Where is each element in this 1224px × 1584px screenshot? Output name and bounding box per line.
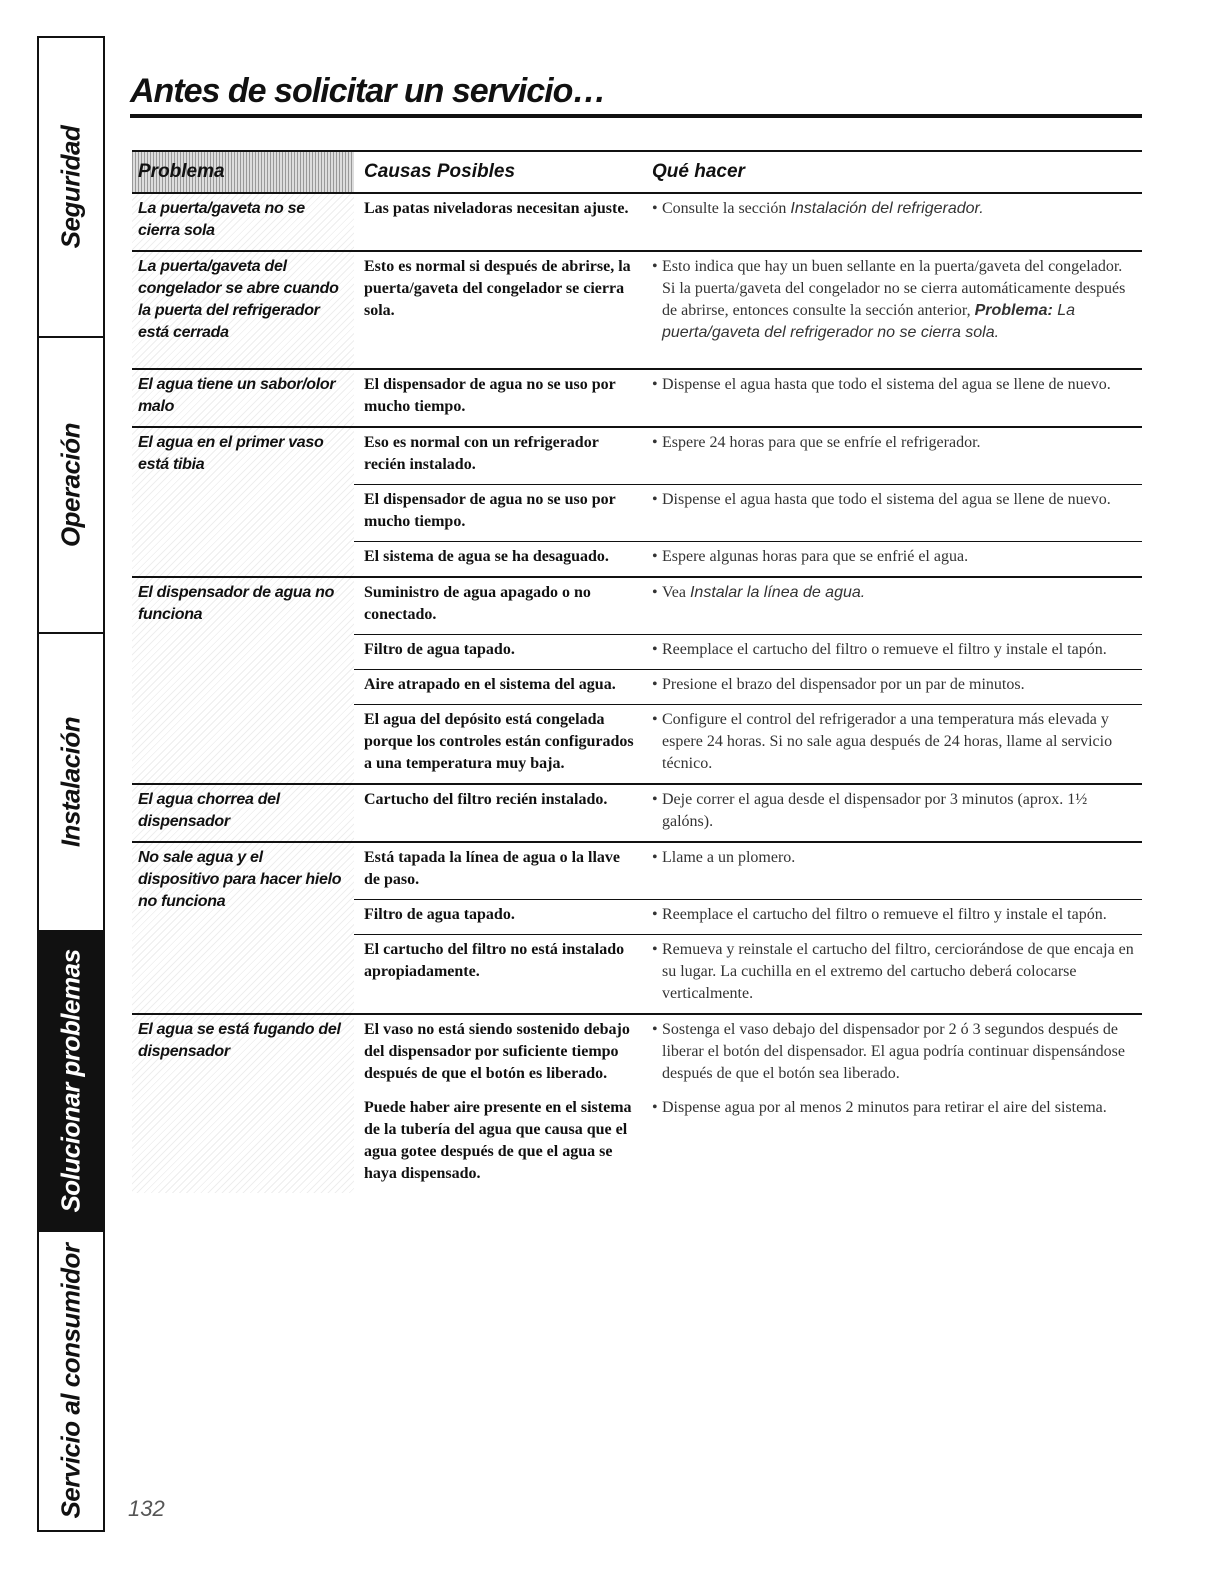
fix-cell: • Reemplace el cartucho del filtro o remueve el filtro y instale el tapón. [640, 900, 1142, 935]
tab-servicio-consumidor[interactable]: Servicio al consumidor [55, 1243, 86, 1519]
cause-cell: Filtro de agua tapado. [354, 635, 640, 670]
fix-cell: • Dispense el agua hasta que todo el sistema del agua se llene de nuevo. [640, 369, 1142, 427]
fix-cell: • Esto indica que hay un buen sellante en la puerta/gaveta del congelador. Si la puerta/gaveta del congelador no se cierra automáticamente después de abrirse, entonces consulte la sección anterior, Problema: La puerta/gaveta del refrigerador no se cierra sola. [640, 251, 1142, 369]
fix-cell: • Dispense agua por al menos 2 minutos para retirar el aire del sistema. [652, 1099, 1107, 1116]
cause-cell: El cartucho del filtro no está instalado apropiadamente. [354, 935, 640, 1015]
side-navigation [37, 36, 105, 1532]
tab-solucionar-problemas[interactable]: Solucionar problemas [39, 932, 103, 1232]
tab-operacion[interactable]: Operación [39, 338, 103, 634]
tab-seguridad[interactable]: Seguridad [39, 38, 103, 338]
problem-cell: No sale agua y el dispositivo para hacer hielo no funciona [132, 842, 354, 1014]
problem-cell: El agua se está fugando del dispensador [132, 1014, 354, 1193]
table-row [132, 784, 1142, 842]
cause-cell: Eso es normal con un refrigerador recién instalado. [354, 427, 640, 485]
problem-cell: El dispensador de agua no funciona [132, 577, 354, 784]
cause-cell: Puede haber aire presente en el sistema de la tubería del agua que causa que el agua gotee después de que el agua se haya dispensado. [364, 1099, 632, 1182]
header-causes: Causas Posibles [354, 151, 640, 193]
table-row [132, 577, 1142, 635]
cause-cell: El dispensador de agua no se uso por mucho tiempo. [354, 485, 640, 542]
page-number: 132 [128, 1496, 165, 1521]
table-row [132, 193, 1142, 251]
cause-cell: El dispensador de agua no se uso por mucho tiempo. [354, 369, 640, 427]
fix-cell: • Remueva y reinstale el cartucho del filtro, cerciorándose de que encaja en su lugar. La cuchilla en el extremo del cartucho deberá colocarse verticalmente. [640, 935, 1142, 1015]
cause-cell: Aire atrapado en el sistema del agua. [354, 670, 640, 705]
cause-cell: El vaso no está siendo sostenido debajo del dispensador por suficiente tiempo después de que el botón es liberado. [354, 1014, 640, 1093]
table-row [132, 427, 1142, 485]
header-problem: Problema [132, 151, 354, 193]
fix-cell: • Deje correr el agua desde el dispensador por 3 minutos (aprox. 1½ galóns). [640, 784, 1142, 842]
cause-cell: Filtro de agua tapado. [354, 900, 640, 935]
cause-cell: Cartucho del filtro recién instalado. [354, 784, 640, 842]
page-title: Antes de solicitar un servicio… [130, 72, 606, 110]
header-fix: Qué hacer [640, 151, 1142, 193]
table-row [132, 1014, 1142, 1093]
cause-cell: Está tapada la línea de agua o la llave de paso. [354, 842, 640, 900]
cause-cell: El agua del depósito está congelada porque los controles están configurados a una temperatura muy baja. [354, 705, 640, 785]
cause-cell: Las patas niveladoras necesitan ajuste. [354, 193, 640, 251]
cause-cell: El sistema de agua se ha desaguado. [354, 542, 640, 578]
fix-cell: • Consulte la sección Instalación del refrigerador. [640, 193, 1142, 251]
tab-instalacion[interactable]: Instalación [39, 634, 103, 932]
problem-cell: El agua en el primer vaso está tibia [132, 427, 354, 577]
cause-cell: Suministro de agua apagado o no conectado. [354, 577, 640, 635]
table-row [132, 369, 1142, 427]
fix-cell: • Configure el control del refrigerador a una temperatura más elevada y espere 24 horas. Si no sale agua después de 24 horas, llame al servicio técnico. [640, 705, 1142, 785]
problem-cell: La puerta/gaveta del congelador se abre cuando la puerta del refrigerador está cerrada [132, 251, 354, 369]
fix-cell: • Espere algunas horas para que se enfrié el agua. [640, 542, 1142, 578]
title-rule [130, 114, 1142, 118]
fix-cell: • Sostenga el vaso debajo del dispensador por 2 ó 3 segundos después de liberar el botón del dispensador. El agua podría continuar dispensándose después de que el botón sea liberado. [640, 1014, 1142, 1093]
troubleshooting-table [132, 150, 1142, 1193]
fix-cell: • Reemplace el cartucho del filtro o remueve el filtro y instale el tapón. [640, 635, 1142, 670]
fix-cell: • Presione el brazo del dispensador por un par de minutos. [640, 670, 1142, 705]
problem-cell: La puerta/gaveta no se cierra sola [132, 193, 354, 251]
fix-cell: • Vea Instalar la línea de agua. [640, 577, 1142, 635]
table-row [132, 251, 1142, 369]
cause-cell: Esto es normal si después de abrirse, la puerta/gaveta del congelador se cierra sola. [354, 251, 640, 369]
fix-cell: • Llame a un plomero. [640, 842, 1142, 900]
table-header-row [132, 151, 1142, 193]
table-row [132, 842, 1142, 900]
problem-cell: El agua tiene un sabor/olor malo [132, 369, 354, 427]
problem-cell: El agua chorrea del dispensador [132, 784, 354, 842]
fix-cell: • Dispense el agua hasta que todo el sistema del agua se llene de nuevo. [640, 485, 1142, 542]
fix-cell: • Espere 24 horas para que se enfríe el refrigerador. [640, 427, 1142, 485]
